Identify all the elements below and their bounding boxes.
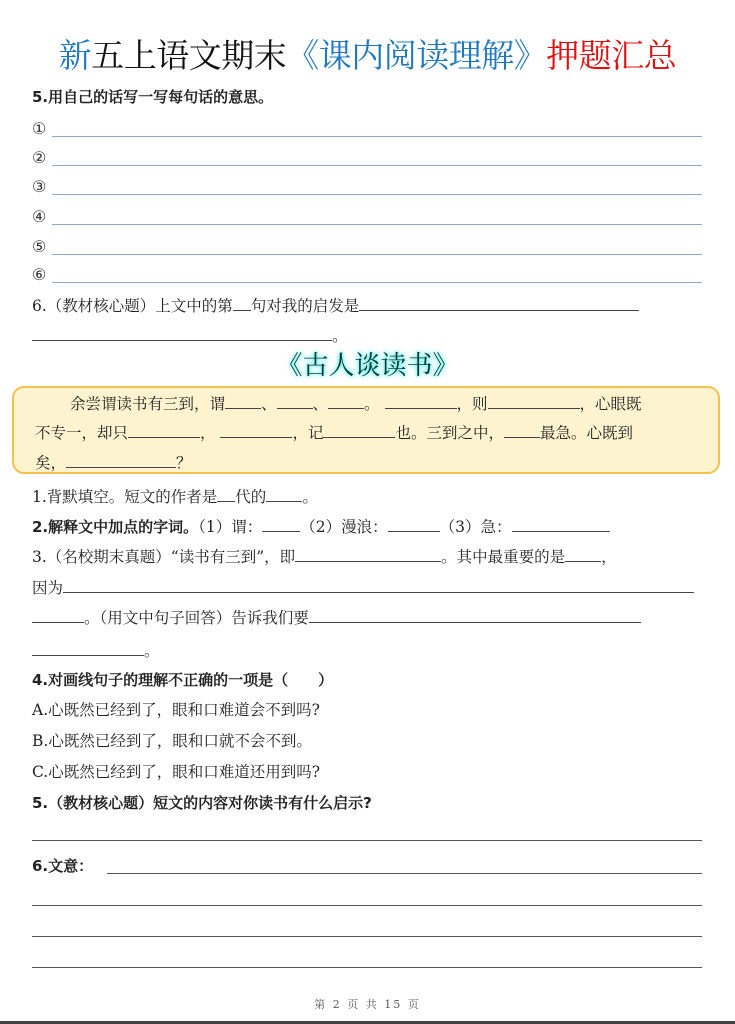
fill-blank[interactable] bbox=[388, 515, 440, 532]
question-text: （2）漫浪： bbox=[300, 518, 388, 536]
question-3-continued bbox=[32, 606, 641, 629]
answer-line[interactable] bbox=[32, 905, 702, 906]
question-text: 3.（名校期末真题）“读书有三到”，即 bbox=[32, 548, 296, 566]
circled-number: ⑤ bbox=[32, 237, 47, 256]
author-blank[interactable] bbox=[266, 485, 302, 502]
fill-blank[interactable] bbox=[32, 606, 84, 623]
sentence-number-blank[interactable] bbox=[233, 294, 251, 311]
question-5: 5.（教材核心题）短文的内容对你读书有什么启示? bbox=[32, 794, 372, 812]
question-6-continued bbox=[32, 324, 348, 347]
passage-text: ， bbox=[200, 424, 216, 442]
writing-line[interactable] bbox=[52, 136, 702, 137]
writing-line[interactable] bbox=[52, 224, 702, 225]
passage-text: 矣， bbox=[35, 454, 67, 472]
question-1 bbox=[32, 485, 318, 508]
question-5-heading: 5.用自己的话写一写每句话的意思。 bbox=[32, 88, 274, 106]
fill-blank[interactable] bbox=[309, 606, 641, 623]
writing-line[interactable] bbox=[52, 194, 702, 195]
question-text: （3）急： bbox=[439, 518, 512, 536]
question-text: 。（用文中句子回答）告诉我们要 bbox=[84, 609, 309, 627]
writing-line[interactable] bbox=[52, 254, 702, 255]
fill-blank[interactable] bbox=[225, 392, 261, 409]
fill-blank[interactable] bbox=[262, 515, 300, 532]
fill-blank[interactable] bbox=[128, 421, 200, 438]
option-a[interactable]: A.心既然已经到了，眼和口难道会不到吗? bbox=[32, 701, 320, 719]
fill-blank[interactable] bbox=[328, 392, 364, 409]
answer-line[interactable] bbox=[32, 840, 702, 841]
answer-line[interactable] bbox=[107, 873, 702, 874]
question-2-heading: 2.解释文中加点的字词。 bbox=[32, 518, 199, 536]
question-4: 4.对画线句子的理解不正确的一项是（ ） bbox=[32, 671, 334, 689]
fill-blank[interactable] bbox=[488, 392, 580, 409]
answer-line[interactable] bbox=[32, 967, 702, 968]
answer-line[interactable] bbox=[32, 936, 702, 937]
question-text: 。 bbox=[144, 642, 160, 660]
passage-line-2 bbox=[35, 421, 633, 444]
page-title bbox=[0, 34, 735, 78]
question-2 bbox=[32, 515, 610, 538]
passage-line-3 bbox=[35, 451, 192, 474]
question-text: 代的 bbox=[235, 488, 267, 506]
title-part-grade: 五上语文期末 bbox=[91, 36, 287, 75]
passage-text: 最急。心既到 bbox=[540, 424, 634, 442]
passage-text: 不专一，却只 bbox=[35, 424, 129, 442]
answer-line-1[interactable] bbox=[32, 116, 702, 140]
passage-text: ，心眼既 bbox=[579, 395, 642, 413]
question-6-mid: 句对我的启发是 bbox=[250, 297, 360, 315]
title-part-topic: 《课内阅读理解》 bbox=[286, 36, 547, 75]
fill-blank[interactable] bbox=[385, 392, 457, 409]
question-6-meaning: 6.文意： bbox=[32, 857, 94, 875]
passage-line-1 bbox=[70, 392, 642, 415]
fill-blank[interactable] bbox=[512, 515, 610, 532]
passage-text: ？ bbox=[176, 454, 192, 472]
question-text: 。其中最重要的是 bbox=[441, 548, 566, 566]
fill-blank[interactable] bbox=[32, 639, 144, 656]
fill-blank[interactable] bbox=[504, 421, 540, 438]
dynasty-blank[interactable] bbox=[217, 485, 235, 502]
question-3-because bbox=[32, 576, 694, 599]
passage-text: 。 bbox=[364, 395, 380, 413]
circled-number: ① bbox=[32, 119, 47, 138]
question-6-prefix: 6.（教材核心题）上文中的第 bbox=[32, 297, 233, 315]
fill-blank[interactable] bbox=[63, 576, 694, 593]
passage-text: 余尝谓读书有三到，谓 bbox=[70, 395, 226, 413]
inspiration-blank[interactable] bbox=[359, 294, 639, 311]
circled-number: ② bbox=[32, 148, 47, 167]
passage-text: ，记 bbox=[292, 424, 324, 442]
answer-line-4[interactable] bbox=[32, 204, 702, 228]
passage-text: 、 bbox=[261, 395, 277, 413]
fill-blank[interactable] bbox=[220, 421, 292, 438]
page-number: 第 2 页 共 15 页 bbox=[314, 998, 421, 1011]
passage-text: 、 bbox=[312, 395, 329, 413]
option-c[interactable]: C.心既然已经到了，眼和口难道还用到吗? bbox=[32, 763, 321, 781]
question-text: ， bbox=[601, 548, 617, 566]
fill-blank[interactable] bbox=[295, 545, 441, 562]
question-3 bbox=[32, 545, 617, 568]
question-text: （1）谓： bbox=[198, 518, 263, 536]
circled-number: ⑥ bbox=[32, 265, 47, 284]
fill-blank[interactable] bbox=[277, 392, 313, 409]
fill-blank[interactable] bbox=[66, 451, 176, 468]
title-part-summary: 押题汇总 bbox=[546, 36, 677, 75]
question-6 bbox=[32, 294, 639, 317]
question-text: 。 bbox=[302, 488, 318, 506]
passage-text: 也。三到之中， bbox=[395, 424, 504, 442]
fill-blank[interactable] bbox=[323, 421, 395, 438]
inspiration-blank-continued[interactable] bbox=[32, 324, 332, 341]
answer-line-3[interactable] bbox=[32, 174, 702, 198]
question-text: 1.背默填空。短文的作者是 bbox=[32, 488, 218, 506]
period: 。 bbox=[332, 327, 348, 345]
answer-line-2[interactable] bbox=[32, 145, 702, 169]
writing-line[interactable] bbox=[52, 282, 702, 283]
circled-number: ④ bbox=[32, 207, 47, 226]
passage-title: 《古人谈读书》 bbox=[276, 351, 459, 381]
answer-line-5[interactable] bbox=[32, 234, 702, 258]
circled-number: ③ bbox=[32, 177, 47, 196]
question-text: 因为 bbox=[32, 579, 64, 597]
question-3-end bbox=[32, 639, 160, 662]
answer-line-6[interactable] bbox=[32, 262, 702, 286]
writing-line[interactable] bbox=[52, 165, 702, 166]
title-part-new: 新 bbox=[58, 36, 92, 75]
fill-blank[interactable] bbox=[565, 545, 601, 562]
option-b[interactable]: B.心既然已经到了，眼和口就不会不到。 bbox=[32, 732, 312, 750]
passage-text: ，则 bbox=[456, 395, 488, 413]
